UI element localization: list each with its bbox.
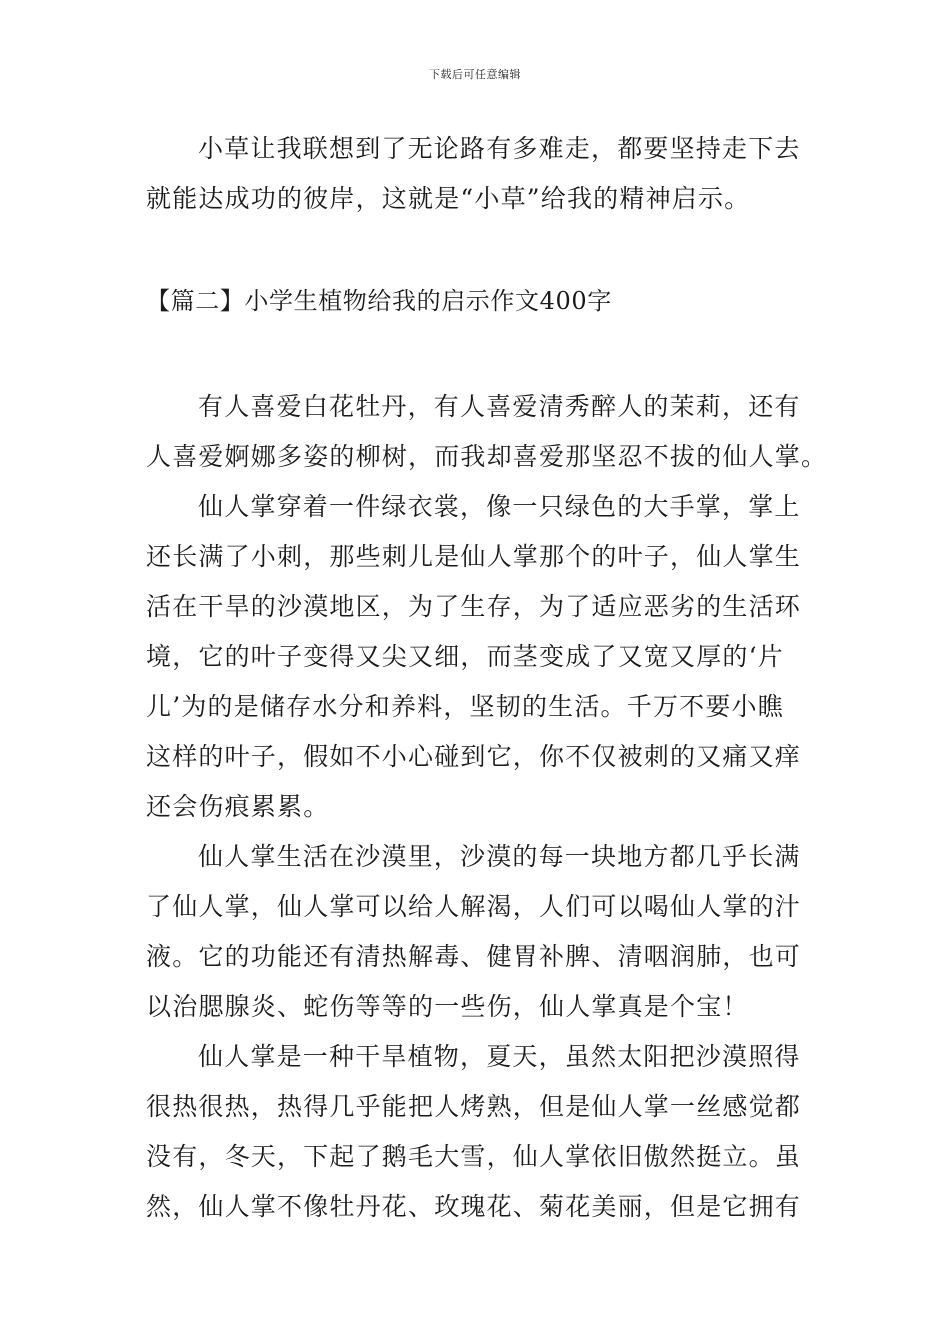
paragraph-line: 然，仙人掌不像牡丹花、玫瑰花、菊花美丽，但是它拥有 (146, 1192, 802, 1221)
paragraph-line: 还长满了小刺，那些刺儿是仙人掌那个的叶子，仙人掌生 (146, 542, 802, 571)
paragraph-line: 这样的叶子，假如不小心碰到它，你不仅被刺的又痛又痒 (146, 742, 802, 771)
section-title: 【篇二】小学生植物给我的启示作文400字 (146, 287, 612, 315)
paragraph-line: 活在干旱的沙漠地区，为了生存，为了适应恶劣的生活环 (146, 592, 802, 621)
paragraph-line: 还会伤痕累累。 (146, 792, 330, 821)
paragraph (146, 832, 806, 1032)
paragraph-line: 液。它的功能还有清热解毒、健胃补脾、清咽润肺，也可 (146, 942, 802, 971)
paragraph-line: 很热很热，热得几乎能把人烤熟，但是仙人掌一丝感觉都 (146, 1092, 802, 1121)
paragraph-line: 人喜爱婀娜多姿的柳树，而我却喜爱那坚忍不拔的仙人掌。 (146, 442, 828, 471)
paragraph-line: 仙人掌生活在沙漠里，沙漠的每一块地方都几乎长满 (198, 842, 801, 871)
paragraph-line: 仙人掌穿着一件绿衣裳，像一只绿色的大手掌，掌上 (198, 492, 801, 521)
page-header: 下载后可任意编辑 (429, 68, 521, 81)
intro-line: 就能达成功的彼岸，这就是“小草”给我的精神启示。 (146, 184, 751, 213)
paragraph-line: 以治腮腺炎、蛇伤等等的一些伤，仙人掌真是个宝！ (146, 992, 749, 1021)
paragraph-line: 有人喜爱白花牡丹，有人喜爱清秀醉人的茉莉，还有 (198, 392, 801, 421)
paragraph-line: 境，它的叶子变得又尖又细，而茎变成了又宽又厚的‘片 (146, 642, 784, 671)
paragraph-line: 没有，冬天，下起了鹅毛大雪，仙人掌依旧傲然挺立。虽 (146, 1142, 802, 1171)
paragraph (146, 1032, 806, 1232)
intro-line: 小草让我联想到了无论路有多难走，都要坚持走下去 (198, 134, 801, 163)
paragraph (146, 382, 828, 482)
paragraph (146, 482, 806, 832)
document-body (146, 124, 828, 1232)
paragraph-line: 仙人掌是一种干旱植物，夏天，虽然太阳把沙漠照得 (198, 1042, 801, 1071)
paragraph-line: 儿’为的是储存水分和养料，坚韧的生活。千万不要小瞧 (146, 692, 784, 721)
paragraph-line: 了仙人掌，仙人掌可以给人解渴，人们可以喝仙人掌的汁 (146, 892, 802, 921)
